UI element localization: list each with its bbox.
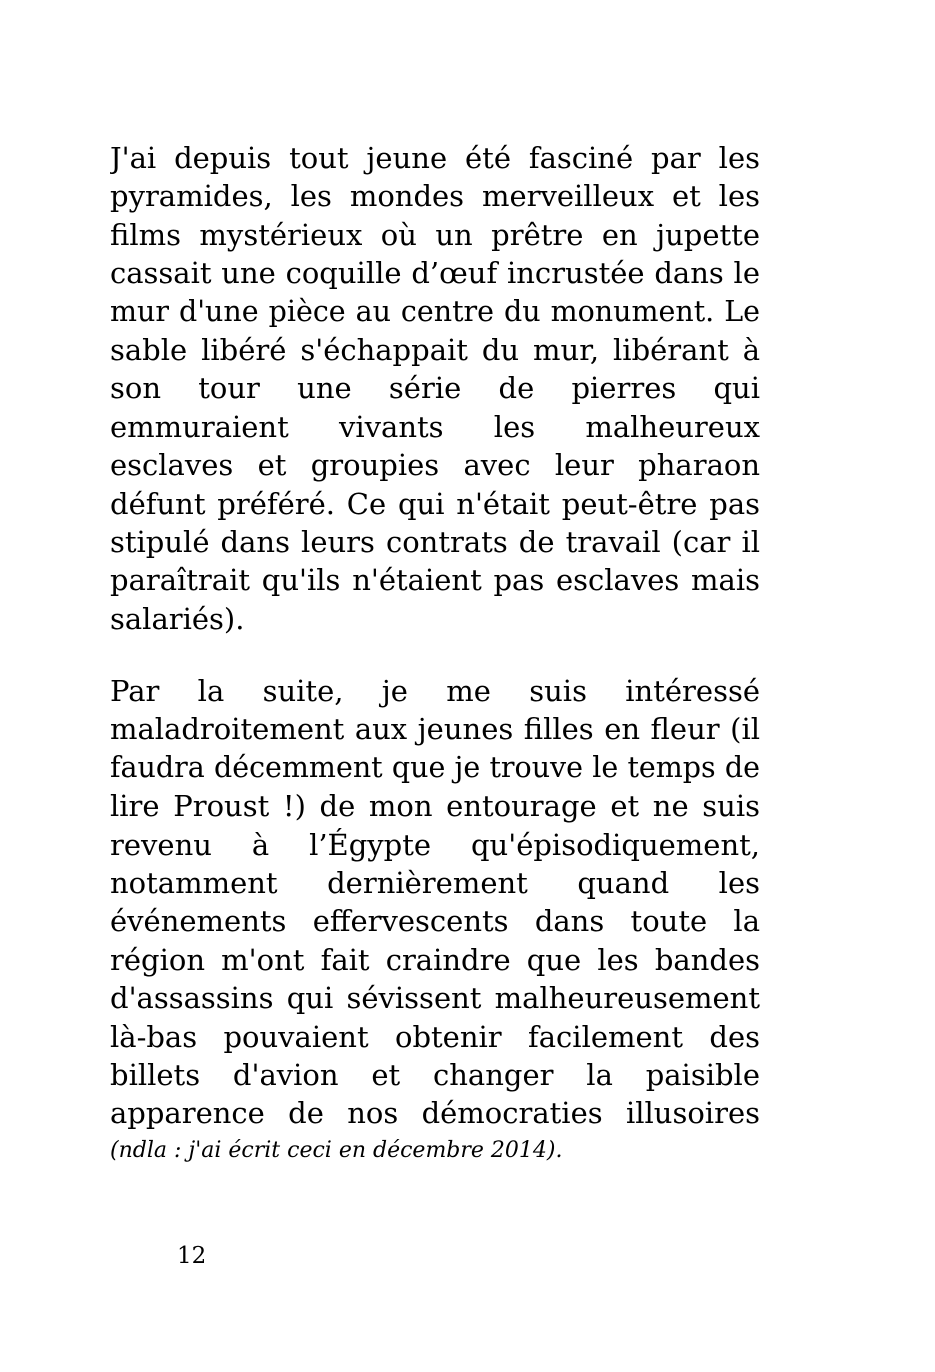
paragraph-line: lire Proust !) de mon entourage et ne suis <box>110 789 760 824</box>
paragraph-1 <box>110 139 760 638</box>
paragraph-line: billets d'avion et changer la paisible <box>110 1057 760 1092</box>
paragraph-line: apparence de nos démocraties illusoires <box>110 1096 760 1131</box>
paragraph-line: salariés). <box>110 601 245 636</box>
paragraph-line: emmuraient vivants les malheureux <box>110 409 760 444</box>
paragraph-line: Par la suite, je me suis intéressé <box>110 674 760 708</box>
paragraph-line: défunt préféré. Ce qui n'était peut-être pas <box>110 486 760 521</box>
page-number: 12 <box>177 1243 207 1269</box>
paragraph-line: J'ai depuis tout jeune été fasciné par les <box>110 141 760 175</box>
paragraph-line: faudra décemment que je trouve le temps de <box>110 750 760 784</box>
paragraph-line: là-bas pouvaient obtenir facilement des <box>110 1019 760 1054</box>
paragraph-line: région m'ont fait craindre que les bandes <box>110 942 760 977</box>
paragraph-2 <box>110 672 760 1133</box>
paragraph-line: revenu à l’Égypte qu'épisodiquement, <box>110 827 760 862</box>
paragraph-line: pyramides, les mondes merveilleux et les <box>110 179 760 214</box>
paragraph-line: paraîtrait qu'ils n'étaient pas esclaves mais <box>110 563 760 598</box>
paragraph-line: stipulé dans leurs contrats de travail (car il <box>110 524 760 559</box>
paragraph-line: sable libéré s'échappait du mur, libérant à <box>110 332 760 367</box>
paragraph-line: mur d'une pièce au centre du monument. Le <box>110 294 760 328</box>
paragraph-line: son tour une série de pierres qui <box>110 371 760 406</box>
paragraph-line: cassait une coquille d’œuf incrustée dans le <box>110 256 760 291</box>
paragraph-line: maladroitement aux jeunes filles en fleur (il <box>110 712 760 747</box>
paragraph-line: esclaves et groupies avec leur pharaon <box>110 448 760 483</box>
author-note: (ndla : j'ai écrit ceci en décembre 2014). <box>110 1138 563 1163</box>
paragraph-line: événements effervescents dans toute la <box>110 904 760 939</box>
paragraph-line: notamment dernièrement quand les <box>110 865 760 900</box>
paragraph-line: films mystérieux où un prêtre en jupette <box>110 217 760 252</box>
paragraph-line: d'assassins qui sévissent malheureusement <box>110 981 760 1016</box>
